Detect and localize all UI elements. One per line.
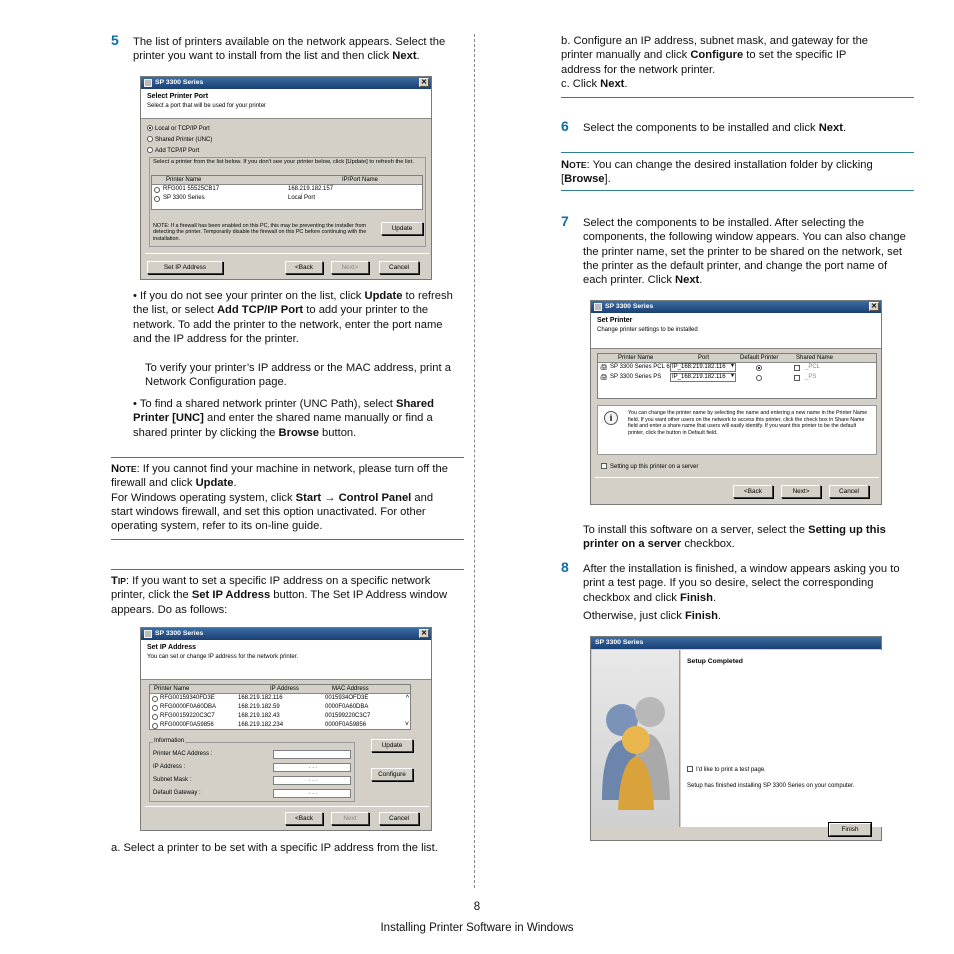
setup-completed-dialog [590,636,882,841]
dialog-heading: Setup Completed [687,658,743,665]
checkbox-icon [687,766,693,772]
radio-shared-printer[interactable]: Shared Printer (UNC) [147,136,212,143]
back-button[interactable]: <Back [733,485,773,498]
bullet-update: • If you do not see your printer on the list, click Update to refresh the list, or select Add TCP/IP Port to add your printer to the network. To add the printer to the network, enter the port name and the IP address for the printer. [133,290,453,345]
finish-button[interactable]: Finish [829,823,871,836]
default-radio[interactable] [756,365,762,371]
radio-add-tcpip-port[interactable]: Add TCP/IP Port [147,147,199,154]
setup-illustration [592,650,680,827]
radio-icon [147,147,153,153]
radio-icon [147,136,153,142]
app-icon [144,79,152,87]
close-icon[interactable]: ✕ [869,302,879,311]
dialog-heading: Select Printer Port [147,93,209,100]
info-text: You can change the printer name by selecting the name and entering a new name in the Printer Name field. If you want other users on the network to access this printer, click the check box in Share Name field and enter a share name that users will easily identify. If you want this printer to be the default printer, click the button in Default field. [628,410,868,436]
dialog-subheading: You can set or change IP address for the network printer. [147,654,299,660]
dialog-title: SP 3300 Series [155,630,204,637]
gateway-label: Default Gateway : [153,790,201,796]
dialog-title: SP 3300 Series [605,303,654,310]
information-label: Information [154,738,185,744]
configure-button[interactable]: Configure [371,768,413,781]
column-divider [474,34,475,888]
next-button[interactable]: Next> [331,261,369,274]
list-item[interactable]: SP 3300 Series Local Port [152,194,422,203]
default-gateway-field[interactable]: . . . [273,789,351,798]
checkbox-icon [601,463,607,469]
list-item[interactable]: RFG00159340FD3E 168.219.182.116 0015934OFD3E [150,694,410,703]
page-number: 8 [473,901,481,913]
server-checkbox[interactable]: Setting up this printer on a server [601,463,698,470]
subnet-label: Subnet Mask : [153,777,192,783]
step-8-number: 8 [561,559,569,575]
back-button[interactable]: <Back [285,261,323,274]
chevron-down-icon[interactable]: ▼ [730,363,735,369]
list-header: Printer Name Port Default Printer Shared Name [598,354,876,363]
list-instruction: Select a printer from the list below. If you don't see your printer below, click [Update] to refresh the list. [153,159,414,165]
mac-address-field[interactable] [273,750,351,759]
cancel-button[interactable]: Cancel [379,812,419,825]
dialog-subheading: Select a port that will be used for your printer [147,103,267,109]
install-folder-note: NOTE: You can change the desired installation folder by clicking [Browse]. [561,159,873,186]
dialog-header [141,89,431,119]
network-printer-list[interactable] [149,684,411,730]
info-icon: i [604,411,618,425]
set-ip-address-button[interactable]: Set IP Address [147,261,223,274]
dialog-heading: Set Printer [597,317,633,324]
list-item[interactable]: RFG0000F0A60DBA 168.219.182.59 0000F0A60DBA [150,703,410,712]
step-c-text: c. Click Next. [561,78,628,90]
table-row[interactable]: 🖨 SP 3300 Series PCL 6 IP_168.219.182.116 ▼ _PCL [600,363,821,371]
note-bottom-rule [561,190,914,191]
tip-text: TIP: If you want to set a specific IP address on a specific network printer, click the Set IP Address button. The Set IP Address window appears. Do as follows: [111,575,448,616]
cancel-button[interactable]: Cancel [379,261,419,274]
update-button[interactable]: Update [371,739,413,752]
scroll-down-icon[interactable]: ˅ [404,721,409,728]
list-header: Printer Name IP/Port Name [152,176,422,185]
footer-title: Installing Printer Software in Windows [380,922,574,934]
step-6-text: Select the components to be installed and click Next. [583,122,847,134]
dialog-title-bar [141,77,431,89]
back-button[interactable]: <Back [285,812,323,825]
close-icon[interactable]: ✕ [419,78,429,87]
list-item[interactable]: RFG001 55525CB17 168.219.182.157 [152,185,422,194]
next-button[interactable]: Next [331,812,369,825]
default-radio[interactable] [756,375,762,381]
dialog-title-bar [141,628,431,640]
dialog-header [591,313,881,349]
share-checkbox[interactable] [794,365,800,371]
radio-icon [147,125,153,131]
ip-label: IP Address : [153,764,186,770]
list-item[interactable]: RFG00159220C3C7 168.219.182.43 001599220C3C7 [150,712,410,721]
scroll-up-icon[interactable]: ^ [405,695,409,702]
step-8-text: After the installation is finished, a window appears asking you to print a test page. If you so desire, select the corresponding checkbox and click Finish. [583,563,900,604]
set-printer-dialog [590,300,882,505]
select-printer-port-dialog [140,76,432,280]
step-7-number: 7 [561,213,569,229]
dialog-header [141,640,431,680]
subnet-mask-field[interactable]: . . . [273,776,351,785]
port-select[interactable]: IP_168.219.182.116 [670,363,736,372]
cancel-button[interactable]: Cancel [829,485,869,498]
step-6-number: 6 [561,118,569,134]
server-setup-text: To install this software on a server, select the Setting up this printer on a server checkbox. [583,524,886,551]
dialog-title: SP 3300 Series [155,79,204,86]
firewall-note: NOTE: If a firewall has been enabled on this PC, this may be preventing the installer from detecting the printer. Temporarily disable the firewall on this PC before continuing with the installation. [153,223,367,242]
dialog-subheading: Change printer settings to be installed [597,327,698,333]
radio-local-port[interactable]: Local or TCP/IP Port [147,125,210,132]
note-top-rule [111,457,464,458]
update-button[interactable]: Update [381,222,423,235]
app-icon [144,630,152,638]
bullet-verify-ip: To verify your printer’s IP address or the MAC address, print a Network Configuration page. [145,362,451,389]
firewall-note-text: NOTE: If you cannot find your machine in network, please turn off the firewall and click Update. For Windows operating system, click Start → Control Panel and start windows firewall, and set this option unactivated. For other operating system, refer to its on-line guide. [111,463,448,533]
dialog-heading: Set IP Address [147,644,197,651]
share-checkbox[interactable] [794,375,800,381]
note-bottom-rule [111,539,464,540]
step-8-otherwise: Otherwise, just click Finish. [583,610,722,622]
step-5-text: The list of printers available on the network appears. Select the printer you want to install from the list and then click Next. [133,36,446,63]
dialog-title-bar [591,637,881,649]
info-panel [597,405,877,455]
port-select[interactable]: IP_168.219.182.116 [670,373,736,382]
set-ip-address-dialog [140,627,432,831]
mac-label: Printer MAC Address : [153,751,213,757]
note-top-rule [561,152,914,153]
test-page-checkbox[interactable]: I'd like to print a test page. [687,766,766,773]
step-7-text: Select the components to be installed. After selecting the components, the following window appears. You can also change the printer name, set the printer to be shared on the network, set the printer as the default printer, and change the port name of each printer. Click Next. [583,217,906,287]
bullet-shared-printer: • To find a shared network printer (UNC Path), select Shared Printer [UNC] and enter the shared name manually or find a shared printer by clicking the Browse button. [133,398,434,439]
rule [561,97,914,98]
setup-content [681,650,882,827]
table-row[interactable]: 🖨 SP 3300 Series PS IP_168.219.182.116 ▼ _PS [600,373,817,381]
dialog-title: SP 3300 Series [595,639,644,646]
list-header: Printer Name IP Address MAC Address [150,685,410,694]
finished-text: Setup has finished installing SP 3300 Series on your computer. [687,783,855,789]
list-item[interactable]: RFG0000F0A59856 168.219.182.234 0000F0A59856 [150,721,410,730]
ip-address-field[interactable]: . . . [273,763,351,772]
chevron-down-icon[interactable]: ▼ [730,373,735,379]
printer-icon: 🖨 [600,375,608,381]
close-icon[interactable]: ✕ [419,629,429,638]
printer-settings-table[interactable] [597,353,877,399]
step-5-number: 5 [111,32,119,48]
tip-top-rule [111,569,464,570]
next-button[interactable]: Next> [781,485,821,498]
people-logo-icon [592,650,680,827]
printer-list[interactable] [151,175,423,210]
dialog-title-bar [591,301,881,313]
printer-icon: 🖨 [600,365,608,371]
app-icon [594,303,602,311]
step-b-text: b. Configure an IP address, subnet mask, and gateway for the printer manually and click Configure to set the specific IP address for the network printer. [561,35,869,76]
step-a-text: a. Select a printer to be set with a specific IP address from the list. [111,842,438,854]
